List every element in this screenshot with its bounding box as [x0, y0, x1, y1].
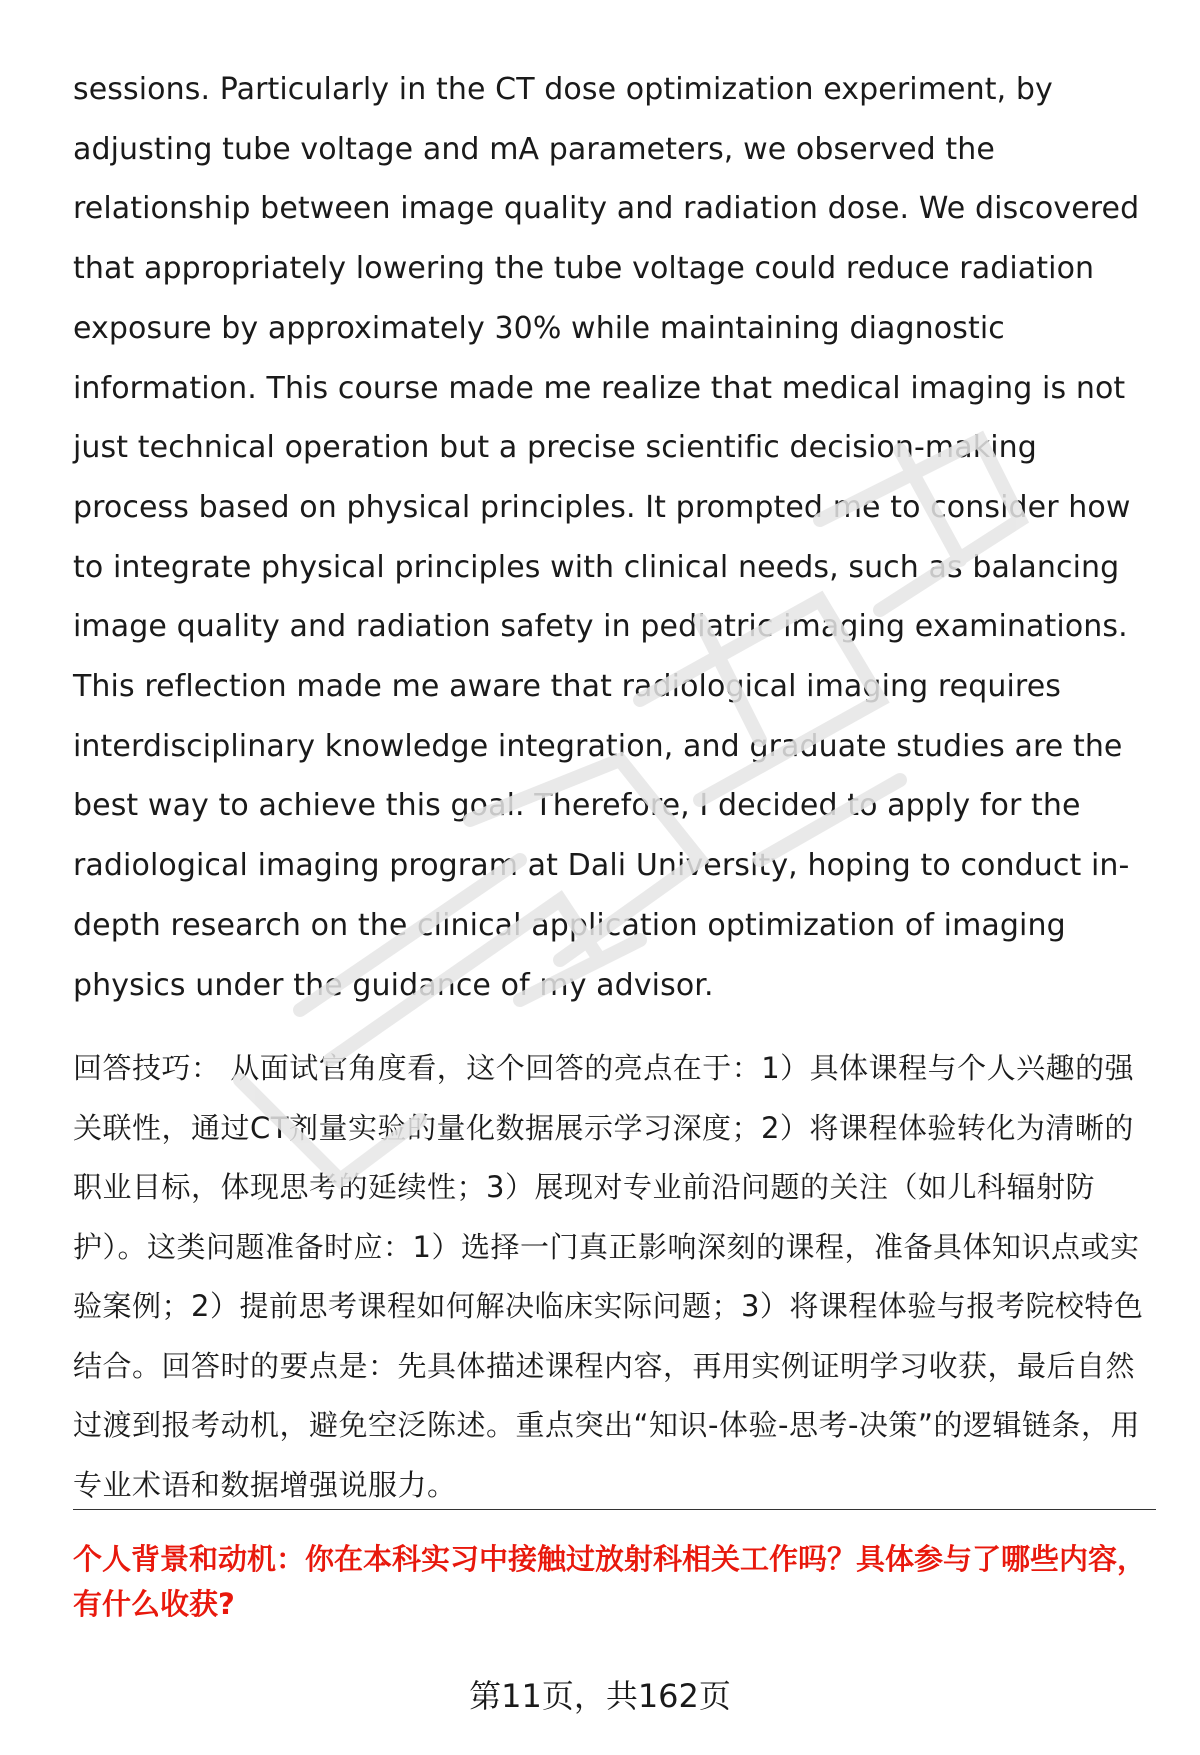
section-divider	[73, 1509, 1156, 1510]
next-question-heading: 个人背景和动机：你在本科实习中接触过放射科相关工作吗？具体参与了哪些内容，有什么收获?	[73, 1542, 1147, 1621]
answer-paragraph: sessions. Particularly in the CT dose optimization experiment, by adjusting tube voltage and mA parameters, we observed the relationship between image quality and radiation dose. We discovered that appropriately lowering the tube voltage could reduce radiation exposure by approximately 30% while maintaining diagnostic information. This course made me realize that medical imaging is not just technical operation but a precise scientific decision-making process based on physical principles. It prompted me to consider how to integrate physical principles with clinical needs, such as balancing image quality and radiation safety in pediatric imaging examinations. This reflection made me aware that radiological imaging requires interdisciplinary knowledge integration, and graduate studies are the best way to achieve this goal. Therefore, I decided to apply for the radiological imaging program at Dali University, hoping to conduct in-depth research on the clinical application optimization of imaging physics under the guidance of my advisor.	[73, 72, 1140, 1003]
page-number: 第11页，共162页	[469, 1677, 731, 1715]
document-body	[73, 60, 1153, 1515]
answer-tips-paragraph: 回答技巧： 从面试官角度看，这个回答的亮点在于：1）具体课程与个人兴趣的强关联性，通过CT剂量实验的量化数据展示学习深度；2）将课程体验转化为清晰的职业目标，体现思考的延续性；3）展现对专业前沿问题的关注（如儿科辐射防护）。这类问题准备时应：1）选择一门真正影响深刻的课程，准备具体知识点或实验案例；2）提前思考课程如何解决临床实际问题；3）将课程体验与报考院校特色结合。回答时的要点是：先具体描述课程内容，再用实例证明学习收获，最后自然过渡到报考动机，避免空泛陈述。重点突出“知识-体验-思考-决策”的逻辑链条，用专业术语和数据增强说服力。	[73, 1051, 1144, 1502]
